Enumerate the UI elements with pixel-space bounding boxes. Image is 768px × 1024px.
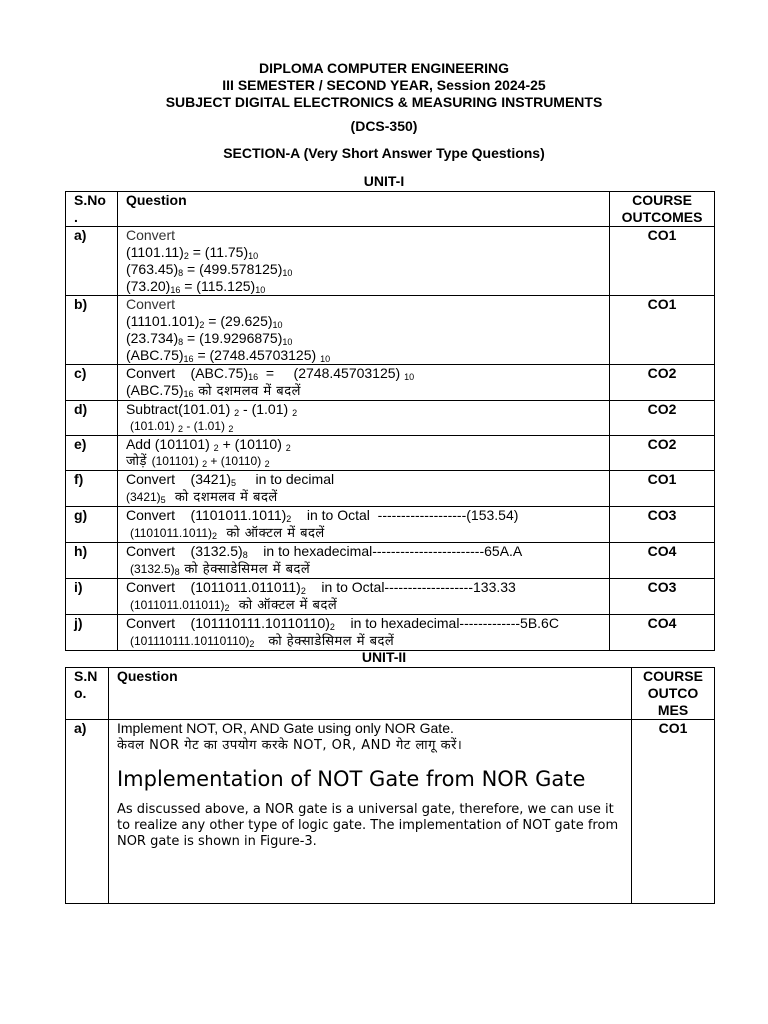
table-header-row bbox=[66, 668, 715, 720]
question-line bbox=[126, 330, 605, 347]
table-row bbox=[66, 227, 715, 296]
q-sub: 2 bbox=[212, 531, 218, 541]
q-text: in to decimal bbox=[236, 471, 335, 487]
q-sub: 2 bbox=[264, 459, 270, 469]
question-line bbox=[126, 507, 605, 524]
co-cell: CO3 bbox=[610, 507, 715, 543]
question-line bbox=[126, 543, 605, 560]
question-line bbox=[126, 436, 605, 453]
section-title: SECTION-A (Very Short Answer Type Questions) bbox=[223, 145, 545, 161]
sno-cell: b) bbox=[66, 296, 118, 365]
sno-cell: a) bbox=[66, 720, 109, 904]
q-text: = (11.75) bbox=[188, 244, 249, 260]
answer-heading: Implementation of NOT Gate from NOR Gate bbox=[116, 767, 586, 791]
co-cell: CO4 bbox=[610, 543, 715, 579]
q-text: (101101) bbox=[151, 454, 203, 468]
q-sub: 10 bbox=[272, 320, 283, 330]
q-sub: 2 bbox=[228, 424, 234, 434]
q-text: in to Octal -------------------(153.54) bbox=[291, 507, 519, 523]
co-cell: CO2 bbox=[610, 365, 715, 401]
sno-cell: a) bbox=[66, 227, 118, 296]
table-row bbox=[66, 471, 715, 507]
question-cell bbox=[117, 507, 609, 543]
q-sub: 16 bbox=[248, 372, 259, 382]
q-text: in to Octal-------------------133.33 bbox=[305, 579, 516, 595]
question-line bbox=[126, 382, 605, 400]
q-sub: 10 bbox=[282, 268, 293, 278]
q-text: = (2748.45703125) bbox=[193, 347, 321, 363]
q-text: (23.734) bbox=[125, 330, 179, 346]
q-text: (ABC.75) bbox=[125, 347, 184, 363]
q-text: - (1.01) bbox=[239, 401, 293, 417]
question-line bbox=[126, 596, 605, 614]
question-cell bbox=[108, 720, 631, 904]
co-cell: CO3 bbox=[610, 579, 715, 615]
q-text: Convert (101110111.10110110) bbox=[125, 615, 330, 631]
question-line bbox=[126, 401, 605, 418]
q-sub: 2 bbox=[292, 408, 298, 418]
q-sub: 2 bbox=[213, 443, 219, 453]
question-line bbox=[126, 632, 605, 650]
q-text: Convert (ABC.75) bbox=[125, 365, 249, 381]
q-sub: 8 bbox=[174, 567, 180, 577]
q-sub: 2 bbox=[199, 320, 205, 330]
co-cell: CO2 bbox=[610, 436, 715, 471]
session-text: Session 2024-25 bbox=[436, 77, 546, 93]
q-text: Add (101101) bbox=[125, 436, 214, 452]
sno-cell: c) bbox=[66, 365, 118, 401]
question-line: Implement NOT, OR, AND Gate using only NOR Gate. bbox=[116, 720, 454, 736]
q-sub: 8 bbox=[242, 550, 248, 560]
unit-1-title: UNIT-I bbox=[363, 173, 405, 189]
co-cell: CO1 bbox=[610, 227, 715, 296]
q-text: (3132.5) bbox=[129, 562, 175, 576]
question-line: Convert bbox=[125, 227, 175, 243]
q-sub: 2 bbox=[234, 408, 240, 418]
q-text: Convert (1011011.011011) bbox=[125, 579, 301, 595]
question-line bbox=[126, 261, 605, 278]
sno-cell: f) bbox=[66, 471, 118, 507]
question-line bbox=[126, 488, 605, 506]
question-line bbox=[126, 347, 605, 364]
q-text: (101110111.10110110) bbox=[129, 634, 250, 648]
table-row bbox=[66, 436, 715, 471]
table-row bbox=[66, 615, 715, 651]
table-row bbox=[66, 579, 715, 615]
q-text: (ABC.75) bbox=[125, 382, 184, 398]
question-line bbox=[126, 560, 605, 578]
co-cell: CO1 bbox=[610, 471, 715, 507]
answer-paragraph: As discussed above, a NOR gate is a universal gate, therefore, we can use it to realize any other type of logic gate. The implementation of NOT gate from NOR gate is shown in Figure-3. bbox=[116, 802, 619, 849]
q-text: + (10110) bbox=[207, 454, 265, 468]
q-text: (1101.11) bbox=[125, 244, 184, 260]
table-row bbox=[66, 365, 715, 401]
q-text: - (1.01) bbox=[183, 419, 229, 433]
course-outcomes-header: COURSE OUTCOMES bbox=[610, 192, 715, 227]
q-sub: 2 bbox=[285, 443, 291, 453]
q-hindi: को ऑक्टल में बदलें bbox=[229, 598, 338, 613]
question-line bbox=[126, 278, 605, 295]
question-line bbox=[126, 579, 605, 596]
sno-header: S.No . bbox=[66, 192, 118, 227]
q-sub: 16 bbox=[183, 389, 194, 399]
q-sub: 2 bbox=[300, 586, 306, 596]
table-row bbox=[66, 543, 715, 579]
question-line bbox=[126, 313, 605, 330]
q-text: in to hexadecimal------------------------65A.A bbox=[247, 543, 523, 559]
question-line: Convert bbox=[125, 296, 175, 312]
unit-2-table bbox=[65, 667, 715, 904]
q-sub: 10 bbox=[248, 251, 259, 261]
q-sub: 16 bbox=[183, 354, 194, 364]
unit-1-table bbox=[65, 191, 715, 651]
q-text: (73.20) bbox=[125, 278, 171, 294]
question-cell bbox=[117, 365, 609, 401]
q-sub: 10 bbox=[282, 337, 293, 347]
sno-cell: d) bbox=[66, 401, 118, 436]
q-text: = (29.625) bbox=[204, 313, 273, 329]
unit-2-title: UNIT-II bbox=[361, 649, 407, 665]
q-sub: 10 bbox=[255, 285, 266, 295]
q-text: Convert (1101011.1011) bbox=[125, 507, 287, 523]
question-cell bbox=[117, 471, 609, 507]
q-text: (763.45) bbox=[125, 261, 179, 277]
q-sub: 16 bbox=[170, 285, 181, 295]
sno-cell: e) bbox=[66, 436, 118, 471]
q-text: Subtract(101.01) bbox=[125, 401, 235, 417]
co-cell: CO2 bbox=[610, 401, 715, 436]
q-sub: 5 bbox=[231, 478, 237, 488]
table-header-row bbox=[66, 192, 715, 227]
question-cell bbox=[117, 227, 609, 296]
sno-cell: i) bbox=[66, 579, 118, 615]
q-text: (101.01) bbox=[129, 419, 178, 433]
semester-line bbox=[0, 77, 768, 94]
q-text: = (19.9296875) bbox=[183, 330, 283, 346]
question-cell bbox=[117, 615, 609, 651]
question-cell bbox=[117, 296, 609, 365]
q-text: = (499.578125) bbox=[183, 261, 283, 277]
q-text: Convert (3421) bbox=[125, 471, 232, 487]
sno-header: S.N o. bbox=[66, 668, 109, 720]
question-line bbox=[126, 471, 605, 488]
q-sub: 5 bbox=[160, 495, 166, 505]
co-cell: CO4 bbox=[610, 615, 715, 651]
question-line bbox=[126, 244, 605, 261]
q-sub: 2 bbox=[329, 622, 335, 632]
q-sub: 2 bbox=[249, 639, 255, 649]
question-cell bbox=[117, 401, 609, 436]
question-header: Question bbox=[117, 192, 609, 227]
q-sub: 10 bbox=[320, 354, 331, 364]
q-hindi: को दशमलव में बदलें bbox=[193, 384, 301, 399]
question-cell bbox=[117, 579, 609, 615]
question-header: Question bbox=[108, 668, 631, 720]
q-text: (1011011.011011) bbox=[129, 598, 225, 612]
table-row bbox=[66, 401, 715, 436]
q-hindi: को ऑक्टल में बदलें bbox=[217, 526, 325, 541]
sno-cell: h) bbox=[66, 543, 118, 579]
q-sub: 2 bbox=[178, 424, 184, 434]
semester-text: III SEMESTER / SECOND YEAR, bbox=[222, 77, 433, 93]
question-line bbox=[126, 418, 605, 435]
q-hindi: को दशमलव में बदलें bbox=[165, 490, 278, 505]
question-cell bbox=[117, 436, 609, 471]
question-line-hindi: केवल NOR गेट का उपयोग करके NOT, OR, AND गेट लागू करें। bbox=[116, 738, 463, 753]
q-sub: 10 bbox=[404, 372, 415, 382]
question-line bbox=[126, 453, 605, 470]
q-text: (1101011.1011) bbox=[129, 526, 213, 540]
q-sub: 2 bbox=[224, 603, 230, 613]
q-text: = (2748.45703125) bbox=[258, 365, 405, 381]
q-text: (3421) bbox=[125, 490, 161, 504]
question-line bbox=[126, 524, 605, 542]
q-sub: 2 bbox=[286, 514, 292, 524]
subject-title: SUBJECT DIGITAL ELECTRONICS & MEASURING INSTRUMENTS bbox=[165, 94, 603, 110]
subject-code: (DCS-350) bbox=[350, 118, 418, 134]
table-row bbox=[66, 720, 715, 904]
sno-cell: j) bbox=[66, 615, 118, 651]
q-sub: 2 bbox=[183, 251, 189, 261]
q-text: Convert (3132.5) bbox=[125, 543, 243, 559]
question-line bbox=[126, 365, 605, 382]
table-row bbox=[66, 507, 715, 543]
sno-cell: g) bbox=[66, 507, 118, 543]
course-outcomes-header: COURSE OUTCO MES bbox=[632, 668, 715, 720]
q-text: (11101.101) bbox=[125, 313, 200, 329]
table-row bbox=[66, 296, 715, 365]
question-cell bbox=[117, 543, 609, 579]
co-cell: CO1 bbox=[610, 296, 715, 365]
q-sub: 8 bbox=[178, 337, 184, 347]
q-hindi: को हेक्साडेसिमल में बदलें bbox=[179, 562, 311, 577]
q-text: = (115.125) bbox=[180, 278, 256, 294]
q-text: + (10110) bbox=[218, 436, 286, 452]
question-line bbox=[126, 615, 605, 632]
course-title: DIPLOMA COMPUTER ENGINEERING bbox=[259, 60, 509, 76]
q-hindi: जोड़ें bbox=[125, 454, 152, 469]
q-text: in to hexadecimal-------------5B.6C bbox=[334, 615, 559, 631]
q-sub: 8 bbox=[178, 268, 184, 278]
q-hindi: को हेक्साडेसिमल में बदलें bbox=[254, 634, 395, 649]
q-sub: 2 bbox=[202, 459, 208, 469]
co-cell: CO1 bbox=[632, 720, 715, 904]
